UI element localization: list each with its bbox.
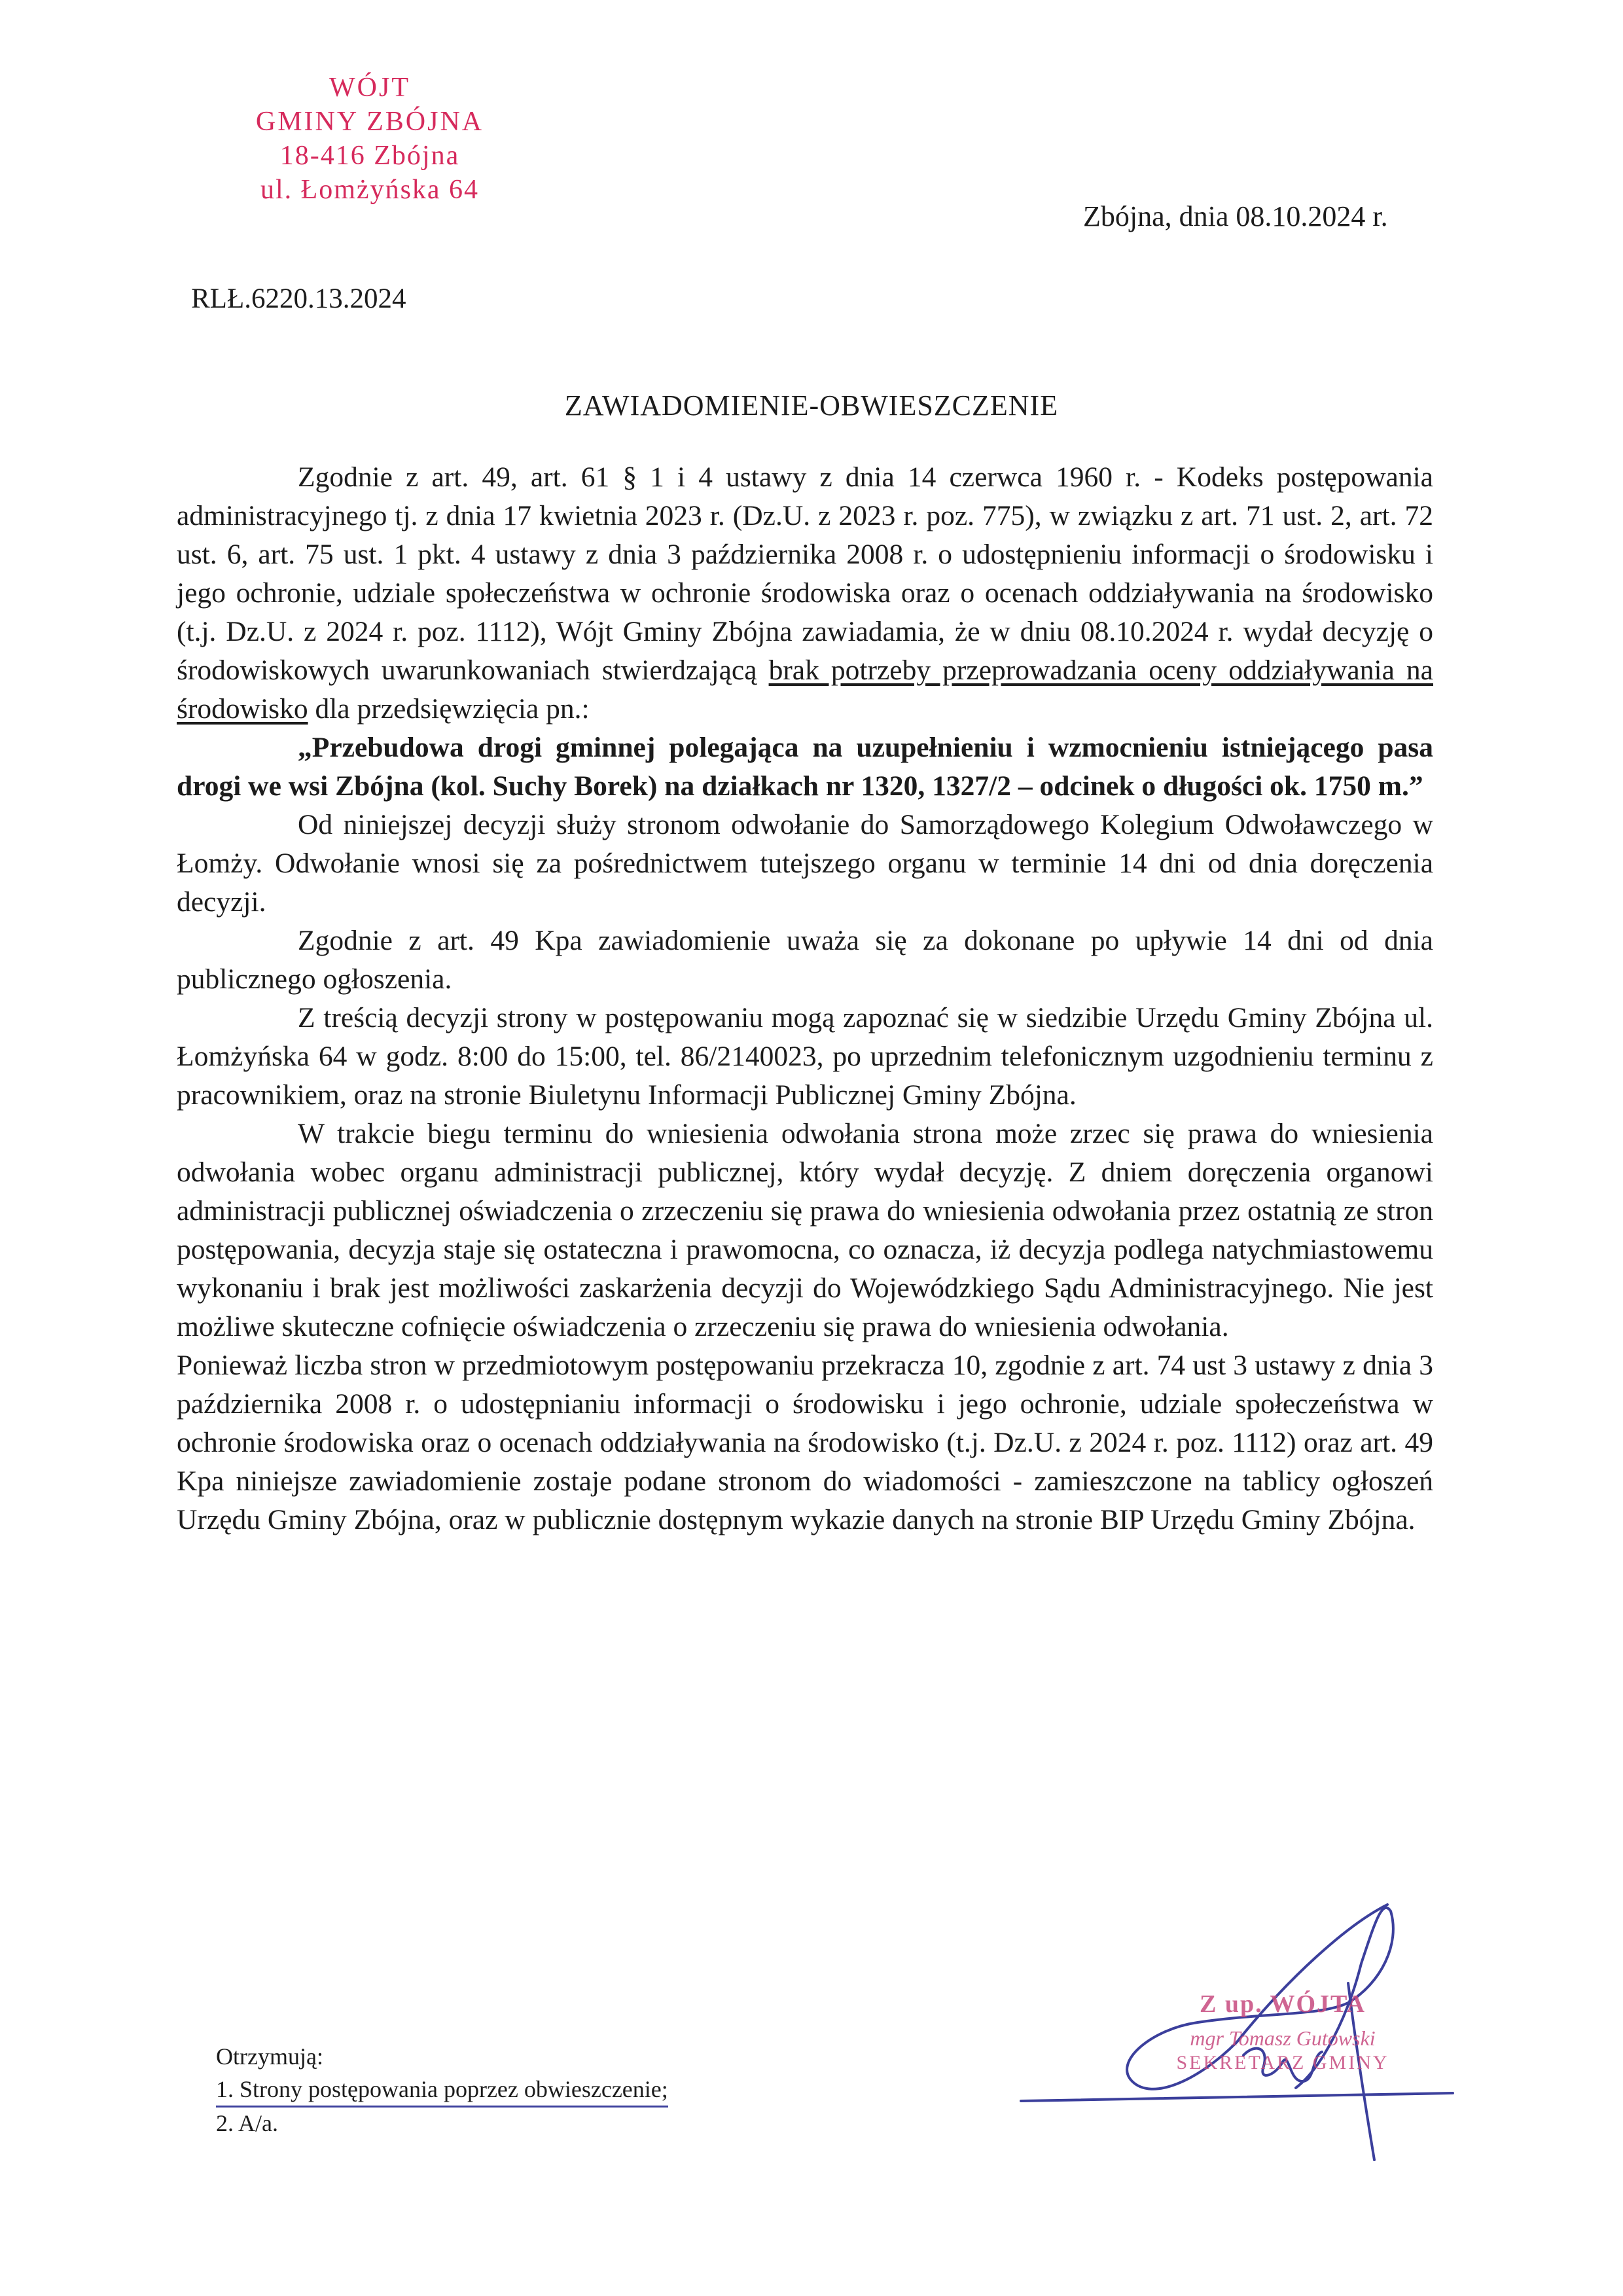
stamp-line-1: WÓJT	[329, 73, 410, 103]
paragraph-publication: Ponieważ liczba stron w przedmiotowym postępowaniu przekracza 10, zgodnie z art. 74 ust 3 ustawy z dnia 3 października 2008 r. o udostępnianiu informacji o środowisku i jego ochronie, udziale społeczeństwa w ochronie środowiska oraz o ocenach oddziaływania na środowisko (t.j. Dz.U. z 2024 r. poz. 1112) oraz art. 49 Kpa niniejsze zawiadomienie zostaje podane stronom do wiadomości - zamieszczone na tablicy ogłoszeń Urzędu Gminy Zbójna, oraz w publicznie dostępnym wykazie danych na stronie BIP Urzędu Gminy Zbójna.	[177, 1350, 1433, 1535]
document-date: Zbójna, dnia 08.10.2024 r.	[1083, 200, 1388, 232]
recipient-item-1: 1. Strony postępowania poprzez obwieszczenie;	[216, 2073, 668, 2108]
signature-stamp	[1126, 1990, 1440, 2074]
signature-stamp-line-2: mgr Tomasz Gutowski	[1190, 2026, 1376, 2050]
stamp-line-4: ul. Łomżyńska 64	[260, 175, 480, 205]
stamp-line-2: GMINY ZBÓJNA	[255, 107, 484, 137]
recipient-item	[216, 2108, 668, 2139]
project-title: „Przebudowa drogi gminnej polegająca na uzupełnieniu i wzmocnieniu istniejącego pasa drogi we wsi Zbójna (kol. Suchy Borek) na działkach nr 1320, 1327/2 – odcinek o długości ok. 1750 m.”	[177, 732, 1433, 802]
decision-underlined-phrase: brak potrzeby przeprowadzania oceny oddziaływania na środowisko	[177, 655, 1433, 725]
paragraph-legal-basis	[177, 458, 1433, 728]
signature-stamp-line-3: SEKRETARZ GMINY	[1176, 2052, 1389, 2073]
recipients-list	[216, 2041, 668, 2139]
document-heading: ZAWIADOMIENIE-OBWIESZCZENIE	[564, 389, 1059, 422]
paragraph-notice-effect: Zgodnie z art. 49 Kpa zawiadomienie uważa się za dokonane po upływie 14 dni od dnia publicznego ogłoszenia.	[177, 925, 1433, 995]
paragraph-legal-basis-text: Zgodnie z art. 49, art. 61 § 1 i 4 ustawy z dnia 14 czerwca 1960 r. - Kodeks postępowania administracyjnego tj. z dnia 17 kwietnia 2023 r. (Dz.U. z 2023 r. poz. 775), w związku z art. 71 ust. 2, art. 72 ust. 6, art. 75 ust. 1 pkt. 4 ustawy z dnia 3 października 2008 r. o udostępnieniu informacji o środowisku i jego ochronie, udziale społeczeństwa w ochronie środowiska oraz o ocenach oddziaływania na środowisko (t.j. Dz.U. z 2024 r. poz. 1112), Wójt Gminy Zbójna zawiadamia, że w dniu 08.10.2024 r. wydał decyzję o środowiskowych uwarunkowaniach stwierdzającą	[177, 461, 1433, 686]
signature-stamp-line-1: Z up. WÓJTA	[1200, 1990, 1366, 2018]
recipient-item-2: 2. A/a.	[216, 2110, 278, 2136]
office-stamp	[216, 71, 524, 207]
recipients-title: Otrzymują:	[216, 2043, 323, 2070]
document-body	[177, 458, 1433, 1539]
recipient-item	[216, 2073, 668, 2108]
paragraph-legal-basis-end: dla przedsięwzięcia pn.:	[308, 693, 590, 725]
paragraph-access: Z treścią decyzji strony w postępowaniu mogą zapoznać się w siedzibie Urzędu Gminy Zbójna ul. Łomżyńska 64 w godz. 8:00 do 15:00, tel. 86/2140023, po uprzednim telefonicznym uzgodnieniu terminu z pracownikiem, oraz na stronie Biuletynu Informacji Publicznej Gminy Zbójna.	[177, 1002, 1433, 1111]
reference-number: RLŁ.6220.13.2024	[191, 283, 406, 314]
paragraph-waiver: W trakcie biegu terminu do wniesienia odwołania strona może zrzec się prawa do wniesienia odwołania wobec organu administracji publicznej, który wydał decyzję. Z dniem doręczenia organowi administracji publicznej oświadczenia o zrzeczeniu się prawa do wniesienia odwołania przez ostatnią ze stron postępowania, decyzja staje się ostateczna i prawomocna, co oznacza, iż decyzja podlega natychmiastowemu wykonaniu i brak jest możliwości zaskarżenia decyzji do Wojewódzkiego Sądu Administracyjnego. Nie jest możliwe skuteczne cofnięcie oświadczenia o zrzeczeniu się prawa do wniesienia odwołania.	[177, 1118, 1433, 1342]
paragraph-appeal: Od niniejszej decyzji służy stronom odwołanie do Samorządowego Kolegium Odwoławczego w Łomży. Odwołanie wnosi się za pośrednictwem tutejszego organu w terminie 14 dni od dnia doręczenia decyzji.	[177, 809, 1433, 918]
stamp-line-3: 18-416 Zbójna	[279, 141, 460, 171]
